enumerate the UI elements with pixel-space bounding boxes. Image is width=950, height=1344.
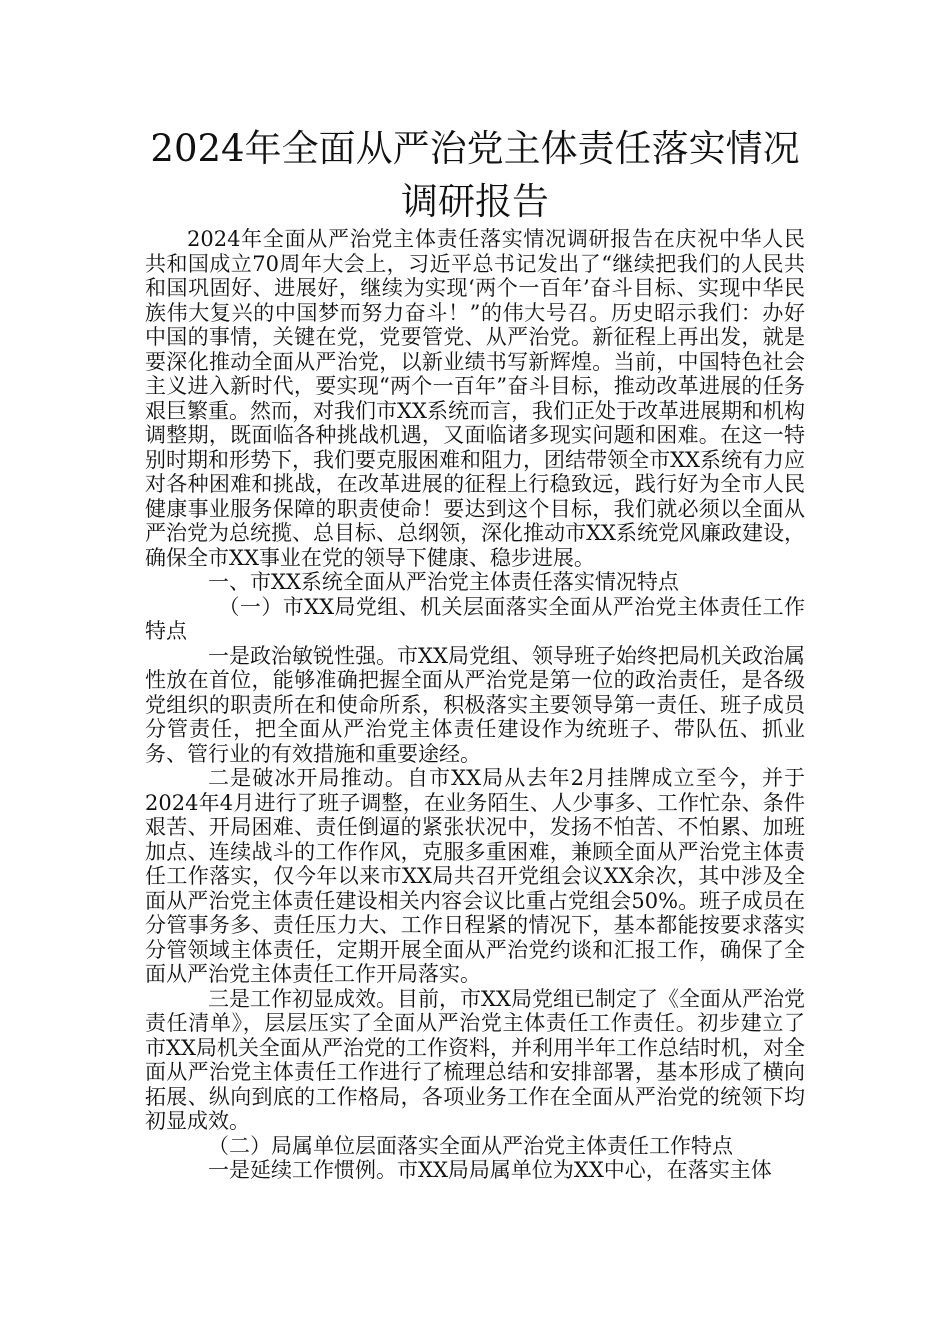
section-heading-1: 一、市XX系统全面从严治党主体责任落实情况特点 xyxy=(208,570,679,594)
subsection-heading-2: （二）局属单位层面落实全面从严治党主体责任工作特点 xyxy=(208,1133,733,1158)
subsection-heading-1: （一）市XX局党组、机关层面落实全面从严治党主体责任工作特点 xyxy=(145,594,805,643)
document-title: 2024年全面从严治党主体责任落实情况调研报告 xyxy=(150,127,800,223)
point-paragraph-4: 一是延续工作惯例。市XX局局属单位为XX中心，在落实主体 xyxy=(208,1158,772,1182)
document-body xyxy=(145,227,805,1183)
intro-paragraph: 2024年全面从严治党主体责任落实情况调研报告在庆祝中华人民共和国成立70周年大会上，习近平总书记发出了“继续把我们的人民共和国巩固好、进展好，继续为实现‘两个一百年’奋斗目标、实现中华民族伟大复兴的中国梦而努力奋斗！”的伟大号召。历史昭示我们：办好中国的事情，关键在党，党要管党、从严治党。新征程上再出发，就是要深化推动全面从严治党，以新业绩书写新辉煌。当前，中国特色社会主义进入新时代，要实现“两个一百年”奋斗目标，推动改革进展的任务艰巨繁重。然而，对我们市XX系统而言，我们正处于改革进展期和机构调整期，既面临各种挑战机遇，又面临诸多现实问题和困难。在这一特别时期和形势下，我们要克服困难和阻力，团结带领全市XX系统有力应对各种困难和挑战，在改革进展的征程上行稳致远，践行好为全市人民健康事业服务保障的职责使命！要达到这个目标，我们就必须以全面从严治党为总统揽、总目标、总纲领，深化推动市XX系统党风廉政建设，确保全市XX事业在党的领导下健康、稳步进展。 xyxy=(145,227,805,570)
point-paragraph-1: 一是政治敏锐性强。市XX局党组、领导班子始终把局机关政治属性放在首位，能够准确把握全面从严治党是第一位的政治责任，是各级党组织的职责所在和使命所系，积极落实主要领导第一责任、班子成员分管责任，把全面从严治党主体责任建设作为统班子、带队伍、抓业务、管行业的有效措施和重要途经。 xyxy=(145,643,805,766)
point-paragraph-3: 三是工作初显成效。目前，市XX局党组已制定了《全面从严治党责任清单》，层层压实了全面从严治党主体责任工作责任。初步建立了市XX局机关全面从严治党的工作资料，并利用半年工作总结时机，对全面从严治党主体责任工作进行了梳理总结和安排部署，基本形成了横向拓展、纵向到底的工作格局，各项业务工作在全面从严治党的统领下均初显成效。 xyxy=(145,986,805,1133)
point-paragraph-2: 二是破冰开局推动。自市XX局从去年2月挂牌成立至今，并于2024年4月进行了班子调整，在业务陌生、人少事多、工作忙杂、条件艰苦、开局困难、责任倒逼的紧张状况中，发扬不怕苦、不怕累、加班加点、连续战斗的工作作风，克服多重困难，兼顾全面从严治党主体责任工作落实，仅今年以来市XX局共召开党组会议XX余次，其中涉及全面从严治党主体责任建设相关内容会议比重占党组会50%。班子成员在分管事务多、责任压力大、工作日程紧的情况下，基本都能按要求落实分管领域主体责任，定期开展全面从严治党约谈和汇报工作，确保了全面从严治党主体责任工作开局落实。 xyxy=(145,766,805,986)
